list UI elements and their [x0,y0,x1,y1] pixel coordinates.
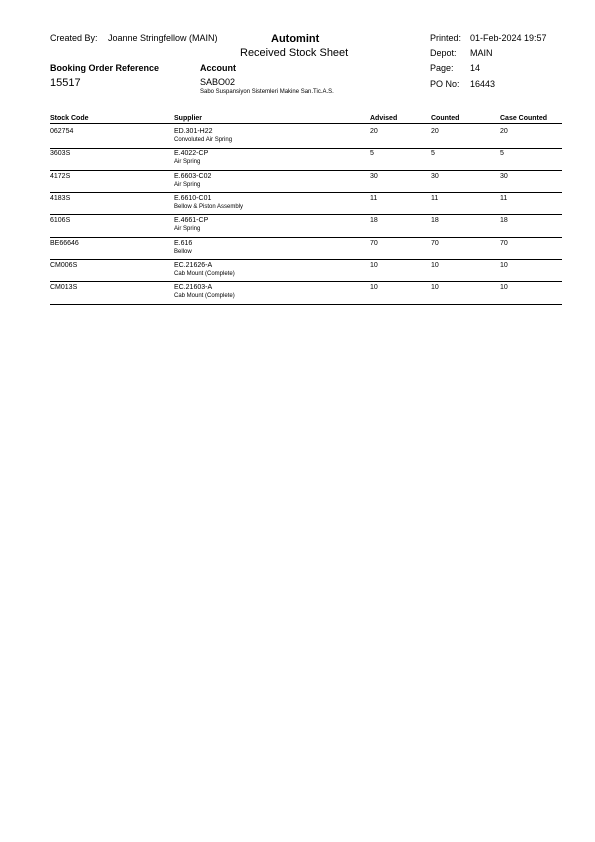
depot-label: Depot: [430,48,457,58]
stock-code-cell: BE66646 [50,239,79,247]
po-value: 16443 [470,79,496,89]
supplier-description-cell: Air Spring [174,159,201,166]
row-divider [50,170,562,171]
stock-code-cell: CM006S [50,261,78,269]
counted-cell: 10 [431,284,439,292]
col-advised: Advised [370,115,398,122]
account-label: Account [200,63,236,73]
counted-cell: 70 [431,239,439,247]
supplier-description-cell: Air Spring [174,181,201,188]
supplier-code-cell: EC.21626-A [174,261,213,269]
advised-cell: 11 [370,194,378,202]
supplier-description-cell: Bellow [174,248,192,255]
row-divider [50,304,562,305]
supplier-code-cell: E.4022-CP [174,150,209,158]
counted-cell: 5 [431,150,435,158]
advised-cell: 20 [370,128,378,135]
case-counted-cell: 30 [500,172,508,180]
printed-value: 01-Feb-2024 19:57 [470,33,547,43]
case-counted-cell: 20 [500,128,508,135]
supplier-code-cell: ED.301-H22 [174,128,213,135]
counted-cell: 11 [431,194,439,202]
supplier-code-cell: E.616 [174,239,193,247]
col-case-counted: Case Counted [500,115,548,122]
booking-label: Booking Order Reference [50,63,160,73]
counted-cell: 10 [431,261,439,269]
counted-cell: 18 [431,217,439,225]
counted-cell: 30 [431,172,439,180]
row-divider [50,214,562,215]
sheet-title: Received Stock Sheet [240,47,349,59]
supplier-description-cell: Bellow & Piston Assembly [174,203,244,210]
header-divider [50,123,562,124]
supplier-code-cell: E.6603-C02 [174,172,212,180]
row-divider [50,237,562,238]
supplier-description-cell: Cab Mount (Complete) [174,293,235,300]
po-label: PO No: [430,79,460,89]
stock-code-cell: 4183S [50,194,71,202]
supplier-description-cell: Air Spring [174,226,201,233]
depot-value: MAIN [470,48,493,58]
row-divider [50,281,562,282]
case-counted-cell: 10 [500,261,508,269]
case-counted-cell: 10 [500,284,508,292]
supplier-code-cell: E.6610-C01 [174,194,212,202]
counted-cell: 20 [431,128,439,135]
col-counted: Counted [431,115,460,122]
page-label: Page: [430,63,454,73]
advised-cell: 5 [370,150,374,158]
supplier-description-cell: Cab Mount (Complete) [174,270,235,277]
account-code: SABO02 [200,77,236,87]
supplier-code-cell: EC.21603-A [174,284,213,292]
supplier-description-cell: Convoluted Air Spring [174,137,233,143]
advised-cell: 10 [370,261,378,269]
case-counted-cell: 18 [500,217,508,225]
advised-cell: 10 [370,284,378,292]
advised-cell: 30 [370,172,378,180]
row-divider [50,148,562,149]
stock-code-cell: 3603S [50,150,71,158]
stock-code-cell: 4172S [50,172,71,180]
case-counted-cell: 5 [500,150,504,158]
col-supplier: Supplier [174,115,203,122]
col-stock-code: Stock Code [50,115,89,122]
account-name: Sabo Suspansiyon Sistemleri Makine San.Tic.A.S. [200,89,334,95]
row-divider [50,192,562,193]
created-by-value: Joanne Stringfellow (MAIN) [108,33,218,43]
advised-cell: 18 [370,217,378,225]
stock-code-cell: CM013S [50,284,78,292]
page-value: 14 [470,63,481,73]
advised-cell: 70 [370,239,378,247]
case-counted-cell: 70 [500,239,508,247]
stock-code-cell: 6106S [50,217,71,225]
case-counted-cell: 11 [500,194,508,202]
booking-value: 15517 [50,77,81,89]
stock-code-cell: 062754 [50,128,74,135]
company-name: Automint [271,33,320,45]
row-divider [50,259,562,260]
created-by-label: Created By: [50,33,98,43]
supplier-code-cell: E.4661-CP [174,217,209,225]
printed-label: Printed: [430,33,462,43]
